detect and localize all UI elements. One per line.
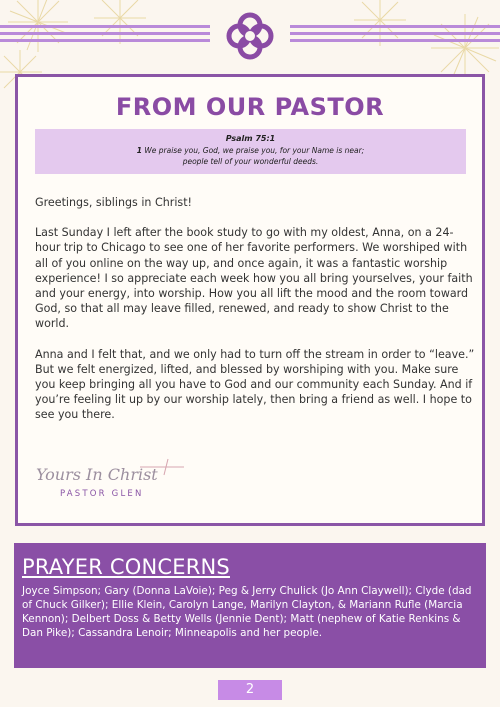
- letter-greeting: Greetings, siblings in Christ!: [35, 196, 192, 209]
- verse-number: 1: [136, 146, 142, 155]
- letter-body: [35, 195, 475, 438]
- verse-text-line1: [35, 145, 466, 156]
- pastor-name: PASTOR GLEN: [60, 489, 144, 499]
- prayer-concerns-card: [14, 543, 486, 668]
- header-stripes-left: [0, 25, 210, 45]
- verse-line1: We praise you, God, we praise you, for your Name is near;: [141, 146, 365, 155]
- header-stripes-right: [290, 25, 500, 45]
- celtic-knot-icon: [224, 10, 276, 62]
- signature: Yours In Christ: [36, 465, 158, 484]
- signature-flourish: [138, 457, 186, 477]
- letter-paragraph: Anna and I felt that, and we only had to turn off the stream in order to “leave.” But we felt energized, lifted, and blessed by worshiping with you. Make sure you keep bringing all you have to God and our community each Sunday. And if you’re feeling lit up by our worship lately, then bring a friend as well. I hope to see you there.: [35, 347, 475, 422]
- page-title: FROM OUR PASTOR: [115, 93, 385, 121]
- prayer-concerns-title: PRAYER CONCERNS: [22, 555, 230, 579]
- page-number: 2: [218, 680, 282, 700]
- verse-reference: Psalm 75:1: [225, 134, 276, 143]
- letter-paragraph: Last Sunday I left after the book study to go with my oldest, Anna, on a 24-hour trip to Chicago to see one of her favorite performers. We worshiped with all of you online on the way up, and once again, it was a fantastic worship experience! I so appreciate each week how you all bring yourselves, your faith and your energy, into worship. How you all lift the mood and the room toward God, so that all may leave filled, renewed, and ready to show Christ to the world.: [35, 226, 473, 331]
- verse-line2: people tell of your wonderful deeds.: [182, 157, 319, 166]
- verse-box: [35, 129, 466, 174]
- prayer-concerns-text: Joyce Simpson; Gary (Donna LaVoie); Peg & Jerry Chulick (Jo Ann Claywell); Clyde (dad of Chuck Gilker); Ellie Klein, Carolyn Lange, Marilyn Clayton, & Mariann Rufle (Marcia Kennon); Delbert Doss & Betty Wells (Jennie Dent); Matt (nephew of Katie Renkins & Dan Pike); Cassandra Lenoir; Minneapolis and her people.: [22, 585, 472, 640]
- pastor-letter-card: [15, 74, 485, 526]
